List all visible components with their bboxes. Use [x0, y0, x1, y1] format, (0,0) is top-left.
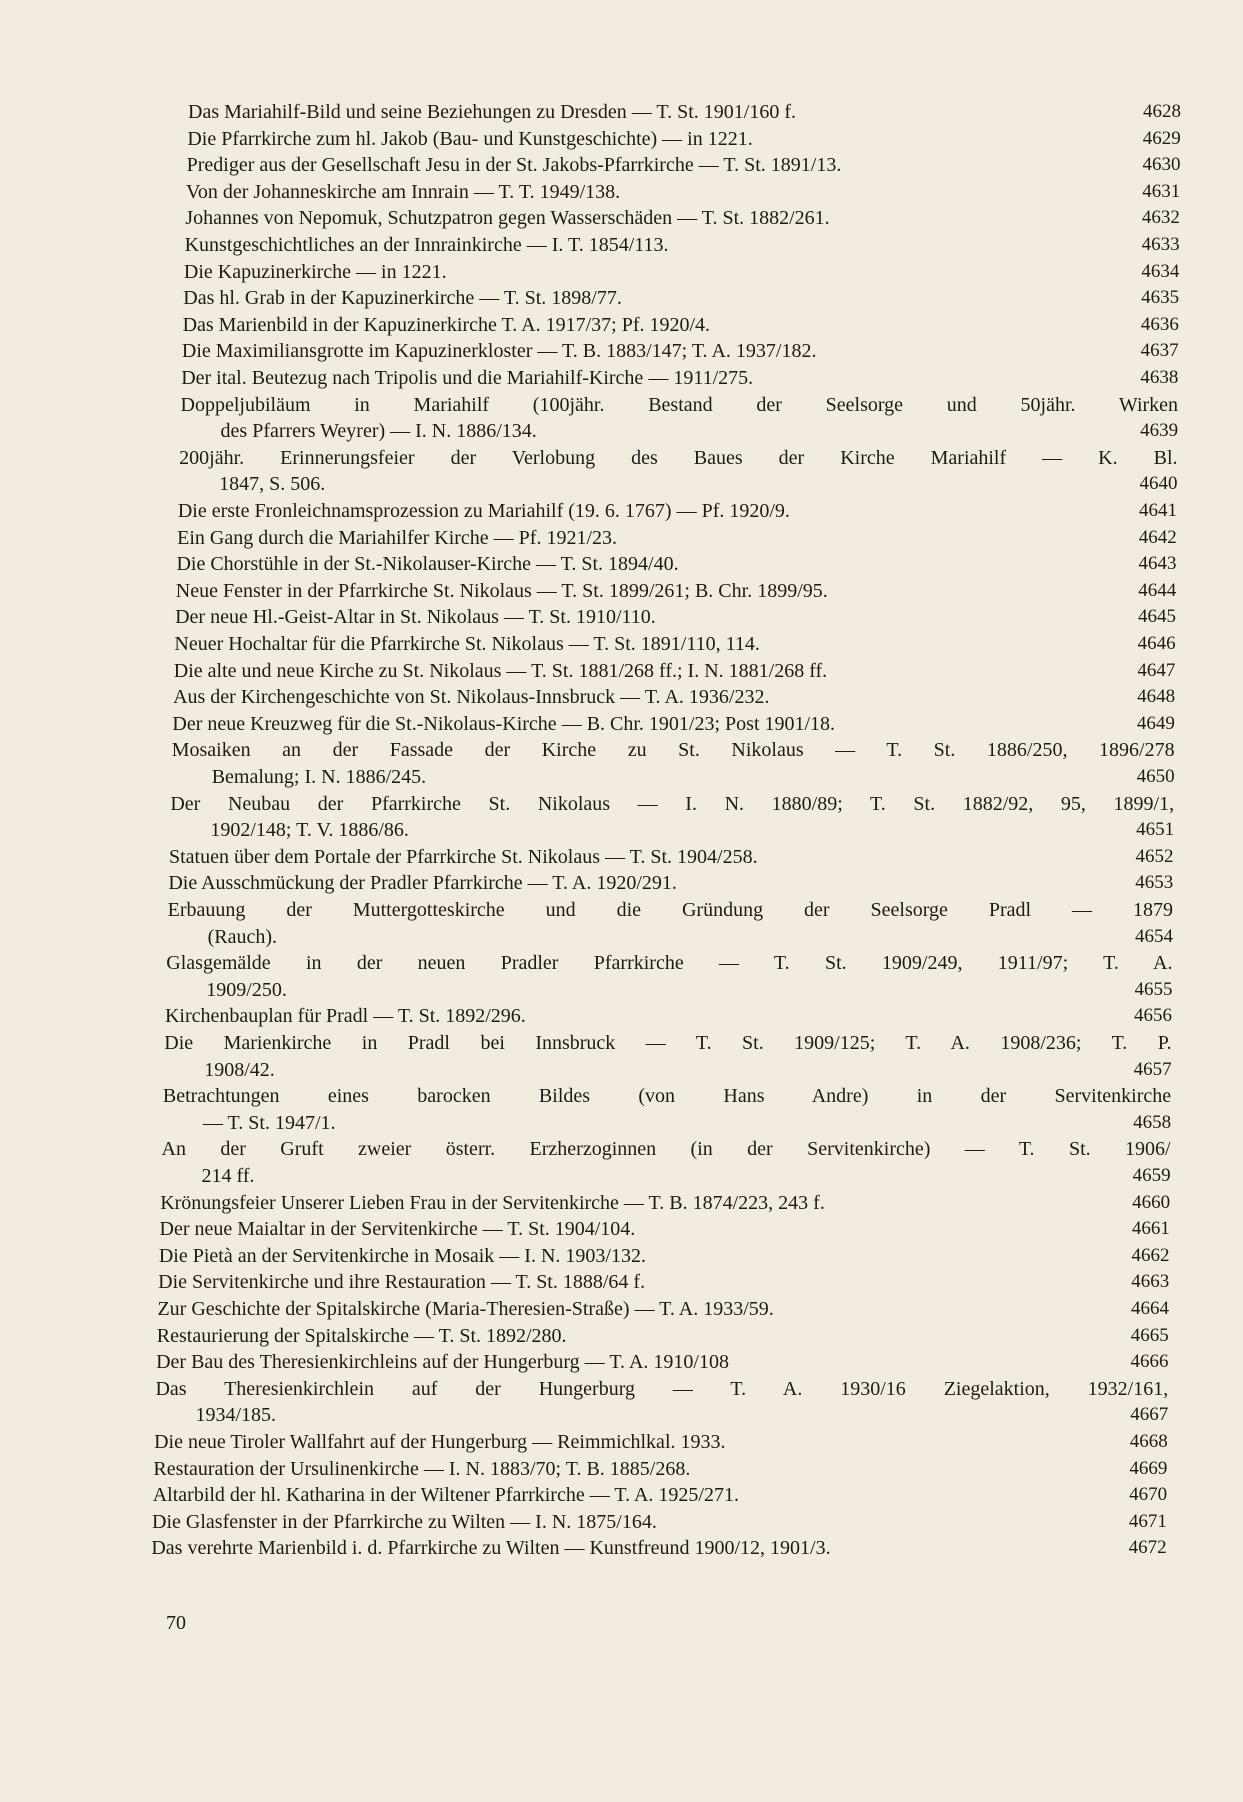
- entry-text: [153, 1482, 1167, 1509]
- entry-number: 4661: [1131, 1218, 1170, 1240]
- entry-number: 4645: [1137, 606, 1176, 628]
- entry-number: 4648: [1137, 686, 1176, 708]
- index-entry: [168, 897, 1173, 950]
- index-entry: [160, 1216, 1170, 1243]
- entry-text: [172, 711, 1174, 738]
- entry-number: 4640: [1139, 473, 1178, 495]
- index-entry: [163, 1083, 1171, 1136]
- index-entry: [156, 1349, 1168, 1376]
- entry-line: Die Pietà an der Servitenkirche in Mosaik — I. N. 1903/132.: [158, 1244, 646, 1267]
- entry-number: 4660: [1132, 1191, 1171, 1213]
- entry-number: 4639: [1140, 420, 1179, 442]
- entry-number: 4651: [1136, 819, 1175, 841]
- entry-text: [162, 1136, 1171, 1189]
- entry-line: Neuer Hochaltar für die Pfarrkirche St. Nikolaus — T. St. 1891/110, 114.: [174, 633, 760, 655]
- entry-continuation-line: Bemalung; I. N. 1886/245.: [211, 765, 427, 788]
- entry-text: [186, 179, 1180, 206]
- entry-number: 4634: [1141, 260, 1180, 282]
- index-entry: [185, 205, 1180, 232]
- entry-number: 4662: [1131, 1244, 1170, 1266]
- entry-line: Die Pfarrkirche zum hl. Jakob (Bau- und Kunstgeschichte) — in 1221.: [187, 127, 753, 150]
- entry-number: 4672: [1128, 1537, 1167, 1559]
- index-entry: [176, 578, 1176, 605]
- index-entry: [175, 604, 1176, 631]
- entry-continuation-line: — T. St. 1947/1.: [202, 1111, 336, 1134]
- entry-text: [155, 1376, 1168, 1429]
- entry-line: Mosaiken an der Fassade der Kirche zu St. Nikolaus — T. St. 1886/250, 1896/278: [171, 739, 1175, 762]
- entry-continuation-line: 1902/148; T. V. 1886/86.: [210, 819, 409, 842]
- entry-line: Johannes von Nepomuk, Schutzpatron gegen Wasserschäden — T. St. 1882/261.: [185, 207, 830, 230]
- entry-number: 4668: [1129, 1431, 1168, 1452]
- entry-text: [188, 99, 1181, 126]
- entry-text: [185, 232, 1180, 259]
- index-entry: [158, 1269, 1169, 1296]
- entry-line: Der ital. Beutezug nach Tripolis und die Mariahilf-Kirche — 1911/275.: [181, 367, 754, 389]
- entry-line: Erbauung der Muttergotteskirche und die Gründung der Seelsorge Pradl — 1879: [167, 899, 1173, 921]
- entry-line: Ein Gang durch die Mariahilfer Kirche — Pf. 1921/23.: [177, 526, 618, 549]
- entry-line: Von der Johanneskirche am Innrain — T. T. 1949/138.: [185, 180, 621, 203]
- index-entry: [169, 844, 1174, 871]
- index-entry: [188, 99, 1181, 126]
- entry-line: Altarbild der hl. Katharina in der Wiltener Pfarrkirche — T. A. 1925/271.: [152, 1484, 739, 1507]
- index-entry: [152, 1509, 1167, 1536]
- entry-text: [160, 1216, 1170, 1243]
- entry-line: Zur Geschichte der Spitalskirche (Maria-Theresien-Straße) — T. A. 1933/59.: [157, 1298, 774, 1320]
- index-entry: [153, 1482, 1167, 1509]
- entry-continuation-line: 1908/42.: [204, 1058, 275, 1081]
- entry-line: Das verehrte Marienbild i. d. Pfarrkirche zu Wilten — Kunstfreund 1900/12, 1901/3.: [151, 1537, 831, 1560]
- entry-line: Kirchenbauplan für Pradl — T. St. 1892/296.: [164, 1005, 526, 1028]
- entry-number: 4655: [1134, 978, 1173, 1000]
- index-entry: [172, 737, 1175, 790]
- index-entry: [154, 1429, 1168, 1456]
- index-entry: [162, 1136, 1171, 1189]
- entry-continuation-line: des Pfarrers Weyrer) — I. N. 1886/134.: [220, 420, 537, 443]
- entry-number: 4631: [1142, 180, 1181, 202]
- entry-line: Die alte und neue Kirche zu St. Nikolaus — T. St. 1881/268 ff.; I. N. 1881/268 ff.: [173, 659, 828, 682]
- entry-line: Der Neubau der Pfarrkirche St. Nikolaus — I. N. 1880/89; T. St. 1882/92, 95, 1899/1,: [170, 792, 1175, 815]
- entry-text: [154, 1429, 1168, 1456]
- entry-text: [181, 365, 1178, 392]
- entry-number: 4643: [1138, 553, 1177, 575]
- entry-line: Die Servitenkirche und ihre Restauration — T. St. 1888/64 f.: [158, 1271, 646, 1294]
- entry-line: Die Kapuzinerkirche — in 1221.: [183, 260, 447, 283]
- entry-line: Die Maximiliansgrotte im Kapuzinerkloster — T. B. 1883/147; T. A. 1937/182.: [181, 340, 817, 363]
- entry-text: [157, 1296, 1169, 1323]
- index-entry: [160, 1190, 1170, 1217]
- entry-text: [183, 285, 1179, 312]
- entry-text: [181, 392, 1179, 445]
- entry-number: 4641: [1138, 500, 1177, 521]
- entry-line: Neue Fenster in der Pfarrkirche St. Nikolaus — T. St. 1899/261; B. Chr. 1899/95.: [175, 579, 828, 602]
- entry-number: 4647: [1137, 659, 1176, 681]
- entry-line: Das hl. Grab in der Kapuzinerkirche — T. St. 1898/77.: [183, 287, 622, 310]
- entry-number: 4669: [1129, 1457, 1168, 1479]
- entry-text: [174, 658, 1176, 685]
- entry-number: 4629: [1142, 127, 1181, 149]
- entry-number: 4667: [1130, 1404, 1169, 1426]
- entry-line: Der neue Hl.-Geist-Altar in St. Nikolaus — T. St. 1910/110.: [175, 606, 656, 629]
- index-entry: [165, 1003, 1172, 1030]
- entry-number: 4654: [1135, 925, 1173, 947]
- entry-continuation-line: 1909/250.: [206, 978, 287, 1001]
- index-entry: [172, 711, 1174, 738]
- entry-line: Die Chorstühle in der St.-Nikolauser-Kirche — T. St. 1894/40.: [176, 553, 679, 576]
- entry-text: [183, 312, 1179, 339]
- index-entry: [177, 525, 1177, 552]
- entry-line: Die Ausschmückung der Pradler Pfarrkirche — T. A. 1920/291.: [168, 872, 677, 895]
- entry-text: [168, 897, 1173, 950]
- entry-line: Doppeljubiläum in Mariahilf (100jähr. Bestand der Seelsorge und 50jähr. Wirken: [180, 393, 1179, 416]
- entry-line: Aus der Kirchengeschichte von St. Nikolaus-Innsbruck — T. A. 1936/232.: [173, 686, 770, 709]
- entry-line: Die Marienkirche in Pradl bei Innsbruck — T. St. 1909/125; T. A. 1908/236; T. P.: [164, 1032, 1172, 1054]
- entry-continuation-line: 1847, S. 506.: [219, 473, 326, 496]
- entry-number: 4650: [1136, 765, 1175, 787]
- entry-text: [173, 684, 1175, 711]
- entry-text: [160, 1190, 1170, 1217]
- entry-text: [152, 1509, 1167, 1536]
- entry-text: [151, 1535, 1166, 1562]
- entry-number: 4628: [1143, 101, 1181, 122]
- index-entry: [185, 232, 1180, 259]
- entry-line: Das Theresienkirchlein auf der Hungerburg — T. A. 1930/16 Ziegelaktion, 1932/161,: [155, 1377, 1169, 1400]
- entry-number: 4633: [1141, 234, 1180, 255]
- entry-number: 4644: [1138, 579, 1177, 601]
- entry-line: An der Gruft zweier österr. Erzherzoginnen (in der Servitenkirche) — T. St. 1906/: [161, 1138, 1171, 1161]
- entry-text: [158, 1269, 1169, 1296]
- index-entry: [166, 950, 1172, 1003]
- entry-text: [153, 1456, 1167, 1483]
- index-entry: [182, 338, 1179, 365]
- entry-text: [169, 844, 1174, 871]
- index-entry: [173, 684, 1175, 711]
- entry-line: Das Marienbild in der Kapuzinerkirche T. A. 1917/37; Pf. 1920/4.: [182, 313, 711, 336]
- index-entry: [159, 1243, 1170, 1270]
- entry-number: 4653: [1135, 872, 1174, 894]
- index-entry: [181, 392, 1179, 445]
- index-entry: [155, 1376, 1168, 1429]
- entry-line: Der neue Maialtar in der Servitenkirche — T. St. 1904/104.: [159, 1218, 636, 1241]
- entry-line: Krönungsfeier Unserer Lieben Frau in der Servitenkirche — T. B. 1874/223, 243 f.: [160, 1191, 825, 1214]
- entry-number: 4666: [1130, 1351, 1169, 1373]
- index-entry: [157, 1296, 1169, 1323]
- entry-number: 4646: [1137, 633, 1176, 654]
- index-entry: [184, 259, 1179, 286]
- entry-continuation-line: 1934/185.: [195, 1404, 276, 1427]
- entry-text: [168, 870, 1173, 897]
- entry-number: 4658: [1133, 1111, 1172, 1133]
- index-entry: [181, 365, 1178, 392]
- entry-number: 4652: [1135, 845, 1174, 867]
- index-entry: [178, 498, 1177, 525]
- entry-line: Kunstgeschichtliches an der Innrainkirche — I. T. 1854/113.: [184, 234, 669, 256]
- entry-number: 4649: [1136, 712, 1175, 734]
- entry-text: [187, 152, 1181, 179]
- entry-line: Restaurierung der Spitalskirche — T. St. 1892/280.: [156, 1324, 567, 1347]
- entry-text: [163, 1083, 1171, 1136]
- entry-text: [175, 604, 1176, 631]
- index-entry: [157, 1323, 1169, 1350]
- entry-text: [166, 950, 1172, 1003]
- entry-text: [182, 338, 1179, 365]
- entry-line: Statuen über dem Portale der Pfarrkirche St. Nikolaus — T. St. 1904/258.: [169, 845, 758, 868]
- entry-number: 4642: [1138, 526, 1177, 548]
- index-entry: [164, 1030, 1171, 1083]
- entry-number: 4657: [1133, 1058, 1172, 1080]
- entry-number: 4656: [1133, 1005, 1172, 1027]
- entry-text: [165, 1003, 1172, 1030]
- entry-number: 4663: [1131, 1271, 1170, 1293]
- entry-line: Restauration der Ursulinenkirche — I. N. 1883/70; T. B. 1885/268.: [153, 1457, 691, 1480]
- entry-number: 4636: [1140, 313, 1179, 335]
- index-entry: [151, 1535, 1166, 1562]
- entry-line: Die neue Tiroler Wallfahrt auf der Hungerburg — Reimmichlkal. 1933.: [154, 1431, 726, 1453]
- entry-number: 4671: [1128, 1510, 1167, 1532]
- entry-text: [174, 631, 1175, 658]
- entry-line: Das Mariahilf-Bild und seine Beziehungen zu Dresden — T. St. 1901/160 f.: [188, 101, 797, 123]
- entry-number: 4659: [1132, 1164, 1171, 1186]
- entry-line: Glasgemälde in der neuen Pradler Pfarrkirche — T. St. 1909/249, 1911/97; T. A.: [166, 952, 1173, 975]
- index-entry: [183, 312, 1179, 339]
- entry-line: Die Glasfenster in der Pfarrkirche zu Wilten — I. N. 1875/164.: [152, 1510, 657, 1533]
- index-entry: [174, 658, 1176, 685]
- index-entry: [187, 152, 1181, 179]
- entry-text: [156, 1349, 1168, 1376]
- entry-text: [157, 1323, 1169, 1350]
- entry-number: 4638: [1140, 367, 1179, 388]
- index-entry: [187, 126, 1180, 153]
- index-entry: [179, 445, 1177, 498]
- entry-continuation-line: 214 ff.: [201, 1164, 255, 1187]
- entry-text: [176, 578, 1176, 605]
- page-number: 70: [166, 1612, 186, 1634]
- entry-line: Die erste Fronleichnamsprozession zu Mariahilf (19. 6. 1767) — Pf. 1920/9.: [177, 500, 790, 522]
- index-entry: [174, 631, 1175, 658]
- index-entry: [176, 551, 1176, 578]
- entry-line: Der neue Kreuzweg für die St.-Nikolaus-Kirche — B. Chr. 1901/23; Post 1901/18.: [172, 712, 836, 735]
- entry-line: Betrachtungen eines barocken Bildes (von Hans Andre) in der Servitenkirche: [162, 1085, 1172, 1108]
- entry-text: [185, 205, 1180, 232]
- entry-number: 4637: [1140, 340, 1179, 362]
- entry-text: [164, 1030, 1171, 1083]
- entry-number: 4632: [1141, 207, 1180, 229]
- entry-line: Prediger aus der Gesellschaft Jesu in der St. Jakobs-Pfarrkirche — T. St. 1891/13.: [186, 154, 842, 177]
- entry-line: 200jähr. Erinnerungsfeier der Verlobung des Baues der Kirche Mariahilf — K. Bl.: [179, 446, 1178, 469]
- entry-text: [179, 445, 1177, 498]
- entry-number: 4635: [1141, 287, 1180, 309]
- entry-number: 4665: [1130, 1324, 1169, 1346]
- index-entry: [153, 1456, 1167, 1483]
- entry-number: 4664: [1131, 1298, 1170, 1319]
- entry-text: [159, 1243, 1170, 1270]
- entry-text: [177, 525, 1177, 552]
- entry-text: [176, 551, 1176, 578]
- index-entry: [168, 870, 1173, 897]
- index-entry: [170, 791, 1174, 844]
- index-entry: [183, 285, 1179, 312]
- entry-text: [187, 126, 1180, 153]
- entry-number: 4630: [1142, 154, 1181, 176]
- entry-number: 4670: [1129, 1484, 1168, 1506]
- entry-continuation-line: (Rauch).: [207, 925, 278, 948]
- entry-text: [170, 791, 1174, 844]
- entry-line: Der Bau des Theresienkirchleins auf der Hungerburg — T. A. 1910/108: [156, 1351, 729, 1374]
- entry-text: [184, 259, 1179, 286]
- entry-text: [172, 737, 1175, 790]
- index-entry: [186, 179, 1180, 206]
- entry-text: [178, 498, 1177, 525]
